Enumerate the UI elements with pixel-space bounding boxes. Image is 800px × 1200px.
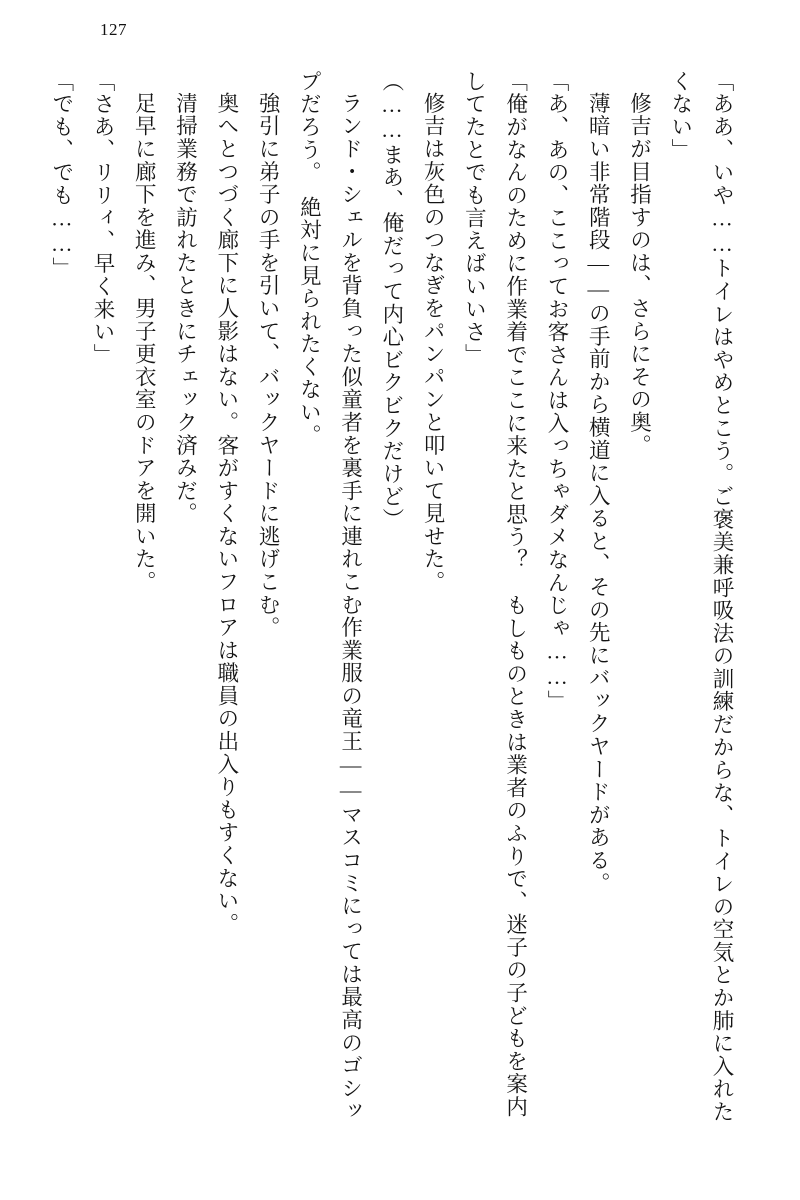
page-number: 127 <box>100 20 127 39</box>
vertical-body-text <box>49 70 742 1130</box>
paragraph: 清掃業務で訪れたときにチェック済みだ。 <box>173 91 198 525</box>
paragraph: 「さあ、リリィ、早く来い」 <box>91 70 116 367</box>
paragraph: 足早に廊下を進み、男子更衣室のドアを開いた。 <box>132 91 157 593</box>
paragraph: 「でも、でも……」 <box>49 70 74 281</box>
paragraph: 強引に弟子の手を引いて、バックヤードに逃げこむ。 <box>256 91 281 639</box>
paragraph: 「あ、あの、ここってお客さんは入っちゃダメなんじゃ……」 <box>544 70 569 714</box>
paragraph: 修吉は灰色のつなぎをパンパンと叩いて見せた。 <box>421 91 446 593</box>
paragraph: 修吉が目指すのは、さらにその奥。 <box>627 91 652 457</box>
paragraph: （……まあ、俺だって内心ビクビクだけど） <box>379 70 404 531</box>
paragraph: 奥へとつづく廊下に人影はない。客がすくないフロアは職員の出入りもすくない。 <box>214 91 239 935</box>
paragraph: 「俺がなんのために作業着でここに来たと思う？ もしものときは業者のふりで、迷子の子どもを案内してたとでも言えばいいさ」 <box>462 70 528 1119</box>
paragraph: 薄暗い非常階段――の手前から横道に入ると、その先にバックヤードがある。 <box>586 91 611 895</box>
paragraph: 「ああ、いや……トイレはやめとこう。ご褒美兼呼吸法の訓練だからな、トイレの空気とか肺に入れたくない」 <box>668 70 734 1124</box>
paragraph: ランド・シェルを背負った似童者を裏手に連れこむ作業服の竜王――マスコミにっては最高のゴシップだろう。 絶対に見られたくない。 <box>297 70 363 1123</box>
